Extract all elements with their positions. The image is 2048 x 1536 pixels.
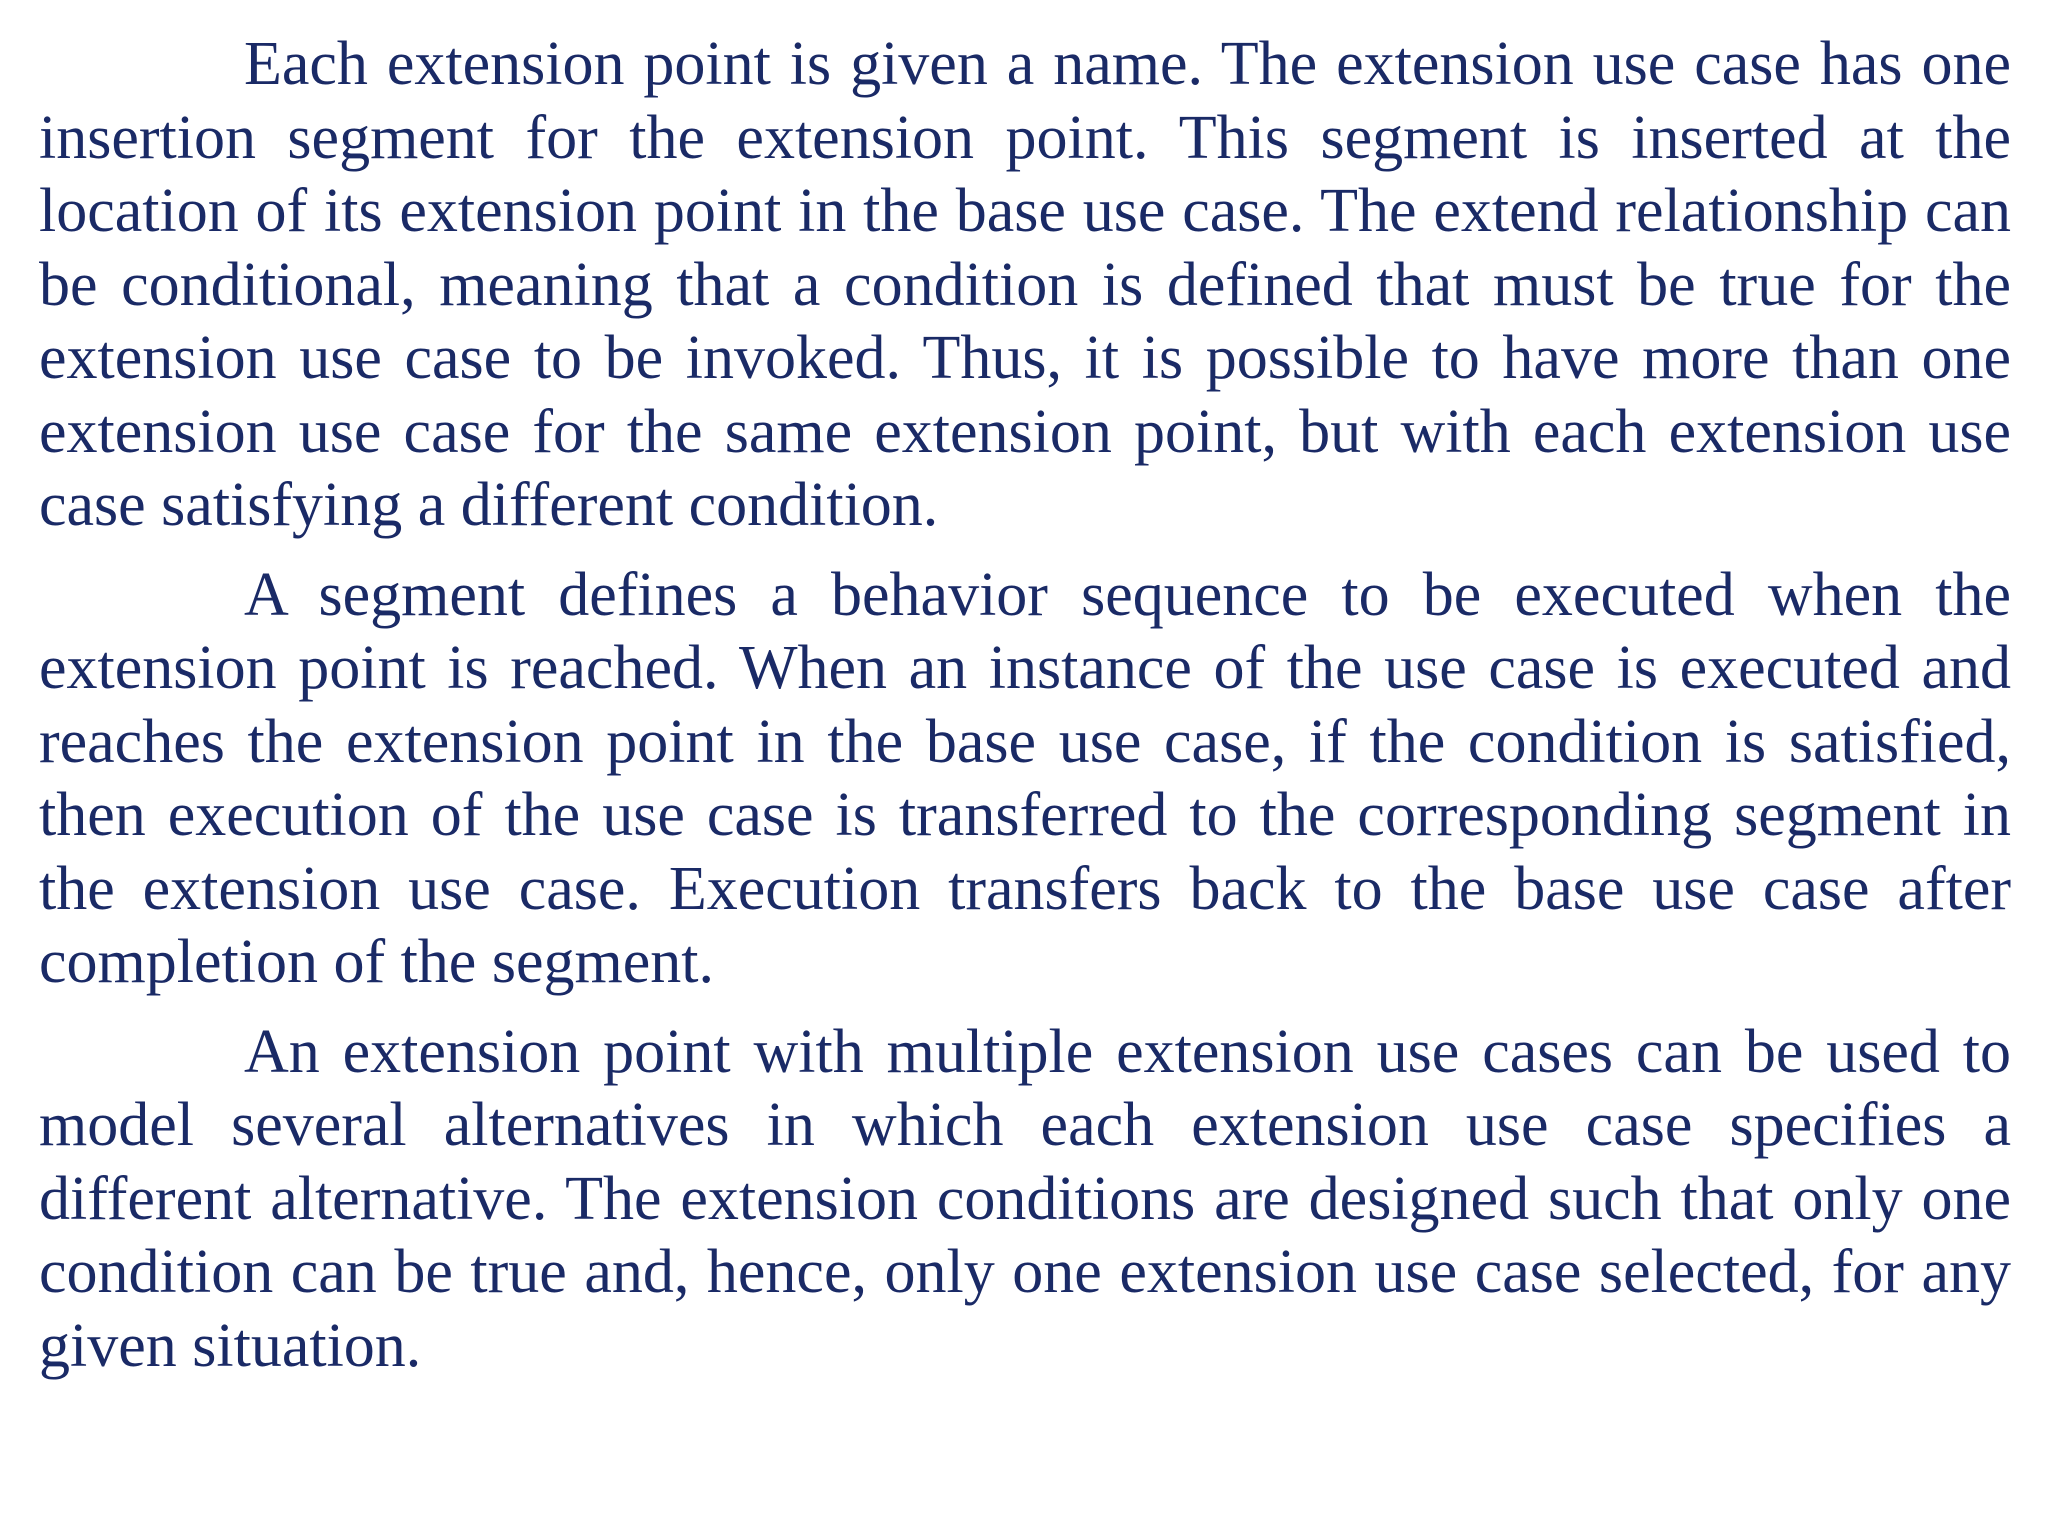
document-body xyxy=(39,28,2011,1383)
paragraph-segment-behavior: A segment defines a behavior sequence to be executed when the extension point is reached. When an instance of the use case is executed and reaches the extension point in the base use case, if the condition is satisfied, then execution of the use case is transferred to the corresponding segment in the extension use case. Execution transfers back to the base use case after completion of the segment. xyxy=(39,560,2011,996)
paragraph-extension-point-definition: Each extension point is given a name. The extension use case has one insertion segment for the extension point. This segment is inserted at the location of its extension point in the base use case. The extend relationship can be conditional, meaning that a condition is defined that must be true for the extension use case to be invoked. Thus, it is possible to have more than one extension use case for the same extension point, but with each extension use case satisfying a different condition. xyxy=(39,30,2011,539)
paragraph-multiple-extension-use-cases: An extension point with multiple extension use cases can be used to model several alternatives in which each extension use case specifies a different alternative. The extension conditions are designed such that only one condition can be true and, hence, only one extension use case selected, for any given situation. xyxy=(39,1017,2011,1380)
